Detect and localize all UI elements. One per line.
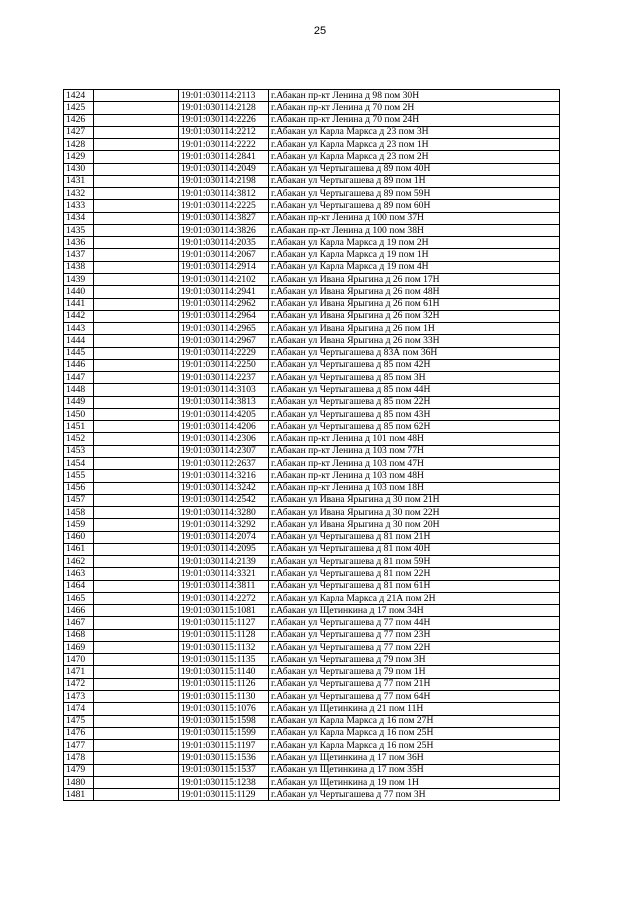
- table-row: [64, 408, 560, 420]
- row-number-cell: 1447: [64, 372, 94, 384]
- address-cell: г.Абакан ул Карла Маркса д 16 пом 25Н: [269, 740, 560, 752]
- empty-cell: [94, 286, 179, 298]
- cadastral-number-cell: 19:01:030115:1076: [179, 703, 269, 715]
- table-row: [64, 752, 560, 764]
- empty-cell: [94, 715, 179, 727]
- address-cell: г.Абакан ул Чертыгашева д 89 пом 1Н: [269, 175, 560, 187]
- row-number-cell: 1446: [64, 359, 94, 371]
- empty-cell: [94, 396, 179, 408]
- table-row: [64, 727, 560, 739]
- address-cell: г.Абакан пр-кт Ленина д 103 пом 47Н: [269, 457, 560, 469]
- cadastral-number-cell: 19:01:030114:2074: [179, 531, 269, 543]
- address-cell: г.Абакан пр-кт Ленина д 101 пом 48Н: [269, 433, 560, 445]
- table-row: [64, 703, 560, 715]
- table-row: [64, 678, 560, 690]
- row-number-cell: 1468: [64, 629, 94, 641]
- address-cell: г.Абакан ул Ивана Ярыгина д 30 пом 21Н: [269, 494, 560, 506]
- cadastral-number-cell: 19:01:030114:2198: [179, 175, 269, 187]
- address-cell: г.Абакан пр-кт Ленина д 70 пом 24Н: [269, 114, 560, 126]
- row-number-cell: 1448: [64, 384, 94, 396]
- address-cell: г.Абакан ул Чертыгашева д 85 пом 42Н: [269, 359, 560, 371]
- row-number-cell: 1454: [64, 457, 94, 469]
- address-cell: г.Абакан ул Карла Маркса д 23 пом 1Н: [269, 139, 560, 151]
- row-number-cell: 1478: [64, 752, 94, 764]
- address-cell: г.Абакан пр-кт Ленина д 100 пом 37Н: [269, 212, 560, 224]
- table-row: [64, 531, 560, 543]
- address-cell: г.Абакан ул Карла Маркса д 16 пом 27Н: [269, 715, 560, 727]
- cadastral-number-cell: 19:01:030114:2222: [179, 139, 269, 151]
- table-row: [64, 605, 560, 617]
- registry-table: [63, 89, 560, 801]
- address-cell: г.Абакан ул Карла Маркса д 23 пом 3Н: [269, 126, 560, 138]
- row-number-cell: 1449: [64, 396, 94, 408]
- row-number-cell: 1443: [64, 323, 94, 335]
- empty-cell: [94, 212, 179, 224]
- cadastral-number-cell: 19:01:030115:1128: [179, 629, 269, 641]
- empty-cell: [94, 629, 179, 641]
- empty-cell: [94, 261, 179, 273]
- table-row: [64, 286, 560, 298]
- row-number-cell: 1469: [64, 641, 94, 653]
- cadastral-number-cell: 19:01:030112:2637: [179, 457, 269, 469]
- row-number-cell: 1439: [64, 273, 94, 285]
- address-cell: г.Абакан ул Ивана Ярыгина д 26 пом 61Н: [269, 298, 560, 310]
- table-row: [64, 421, 560, 433]
- address-cell: г.Абакан ул Чертыгашева д 77 пом 22Н: [269, 641, 560, 653]
- address-cell: г.Абакан ул Ивана Ярыгина д 26 пом 48Н: [269, 286, 560, 298]
- address-cell: г.Абакан ул Ивана Ярыгина д 26 пом 17Н: [269, 273, 560, 285]
- table-row: [64, 445, 560, 457]
- row-number-cell: 1432: [64, 188, 94, 200]
- empty-cell: [94, 678, 179, 690]
- cadastral-number-cell: 19:01:030114:2212: [179, 126, 269, 138]
- empty-cell: [94, 703, 179, 715]
- row-number-cell: 1450: [64, 408, 94, 420]
- table-row: [64, 188, 560, 200]
- empty-cell: [94, 740, 179, 752]
- empty-cell: [94, 102, 179, 114]
- cadastral-number-cell: 19:01:030115:1536: [179, 752, 269, 764]
- address-cell: г.Абакан ул Щетинкина д 19 пом 1Н: [269, 776, 560, 788]
- empty-cell: [94, 727, 179, 739]
- empty-cell: [94, 175, 179, 187]
- empty-cell: [94, 298, 179, 310]
- table-row: [64, 519, 560, 531]
- table-row: [64, 543, 560, 555]
- table-row: [64, 507, 560, 519]
- empty-cell: [94, 163, 179, 175]
- address-cell: г.Абакан пр-кт Ленина д 103 пом 48Н: [269, 470, 560, 482]
- table-row: [64, 457, 560, 469]
- empty-cell: [94, 654, 179, 666]
- cadastral-number-cell: 19:01:030114:2067: [179, 249, 269, 261]
- address-cell: г.Абакан ул Ивана Ярыгина д 26 пом 32Н: [269, 310, 560, 322]
- row-number-cell: 1470: [64, 654, 94, 666]
- empty-cell: [94, 641, 179, 653]
- row-number-cell: 1453: [64, 445, 94, 457]
- row-number-cell: 1424: [64, 90, 94, 102]
- cadastral-number-cell: 19:01:030114:4206: [179, 421, 269, 433]
- row-number-cell: 1472: [64, 678, 94, 690]
- cadastral-number-cell: 19:01:030114:3103: [179, 384, 269, 396]
- table-row: [64, 580, 560, 592]
- row-number-cell: 1435: [64, 224, 94, 236]
- address-cell: г.Абакан ул Чертыгашева д 81 пом 40Н: [269, 543, 560, 555]
- empty-cell: [94, 494, 179, 506]
- address-cell: г.Абакан ул Ивана Ярыгина д 26 пом 1Н: [269, 323, 560, 335]
- cadastral-number-cell: 19:01:030114:2035: [179, 237, 269, 249]
- empty-cell: [94, 445, 179, 457]
- empty-cell: [94, 752, 179, 764]
- address-cell: г.Абакан ул Чертыгашева д 77 пом 23Н: [269, 629, 560, 641]
- empty-cell: [94, 507, 179, 519]
- address-cell: г.Абакан ул Ивана Ярыгина д 26 пом 33Н: [269, 335, 560, 347]
- empty-cell: [94, 273, 179, 285]
- row-number-cell: 1433: [64, 200, 94, 212]
- empty-cell: [94, 310, 179, 322]
- address-cell: г.Абакан ул Чертыгашева д 77 пом 64Н: [269, 691, 560, 703]
- address-cell: г.Абакан ул Карла Маркса д 21А пом 2Н: [269, 592, 560, 604]
- cadastral-number-cell: 19:01:030114:2250: [179, 359, 269, 371]
- address-cell: г.Абакан ул Чертыгашева д 85 пом 22Н: [269, 396, 560, 408]
- row-number-cell: 1451: [64, 421, 94, 433]
- address-cell: г.Абакан ул Чертыгашева д 89 пом 60Н: [269, 200, 560, 212]
- cadastral-number-cell: 19:01:030114:2914: [179, 261, 269, 273]
- address-cell: г.Абакан ул Ивана Ярыгина д 30 пом 20Н: [269, 519, 560, 531]
- cadastral-number-cell: 19:01:030114:3826: [179, 224, 269, 236]
- table-row: [64, 212, 560, 224]
- table-row: [64, 691, 560, 703]
- row-number-cell: 1428: [64, 139, 94, 151]
- cadastral-number-cell: 19:01:030114:2049: [179, 163, 269, 175]
- row-number-cell: 1456: [64, 482, 94, 494]
- cadastral-number-cell: 19:01:030114:2272: [179, 592, 269, 604]
- address-cell: г.Абакан ул Карла Маркса д 16 пом 25Н: [269, 727, 560, 739]
- row-number-cell: 1471: [64, 666, 94, 678]
- cadastral-number-cell: 19:01:030114:2102: [179, 273, 269, 285]
- cadastral-number-cell: 19:01:030114:2965: [179, 323, 269, 335]
- empty-cell: [94, 90, 179, 102]
- cadastral-number-cell: 19:01:030115:1197: [179, 740, 269, 752]
- empty-cell: [94, 776, 179, 788]
- empty-cell: [94, 421, 179, 433]
- address-cell: г.Абакан пр-кт Ленина д 70 пом 2Н: [269, 102, 560, 114]
- cadastral-number-cell: 19:01:030114:3321: [179, 568, 269, 580]
- cadastral-number-cell: 19:01:030115:1129: [179, 789, 269, 801]
- row-number-cell: 1460: [64, 531, 94, 543]
- address-cell: г.Абакан пр-кт Ленина д 103 пом 77Н: [269, 445, 560, 457]
- empty-cell: [94, 519, 179, 531]
- cadastral-number-cell: 19:01:030114:2229: [179, 347, 269, 359]
- address-cell: г.Абакан ул Чертыгашева д 81 пом 22Н: [269, 568, 560, 580]
- row-number-cell: 1430: [64, 163, 94, 175]
- empty-cell: [94, 580, 179, 592]
- cadastral-number-cell: 19:01:030114:2128: [179, 102, 269, 114]
- table-row: [64, 789, 560, 801]
- empty-cell: [94, 592, 179, 604]
- row-number-cell: 1461: [64, 543, 94, 555]
- cadastral-number-cell: 19:01:030114:3812: [179, 188, 269, 200]
- empty-cell: [94, 188, 179, 200]
- table-row: [64, 273, 560, 285]
- table-row: [64, 666, 560, 678]
- row-number-cell: 1480: [64, 776, 94, 788]
- row-number-cell: 1476: [64, 727, 94, 739]
- row-number-cell: 1457: [64, 494, 94, 506]
- cadastral-number-cell: 19:01:030114:2841: [179, 151, 269, 163]
- cadastral-number-cell: 19:01:030114:3811: [179, 580, 269, 592]
- cadastral-number-cell: 19:01:030115:1537: [179, 764, 269, 776]
- address-cell: г.Абакан ул Чертыгашева д 85 пом 62Н: [269, 421, 560, 433]
- cadastral-number-cell: 19:01:030115:1081: [179, 605, 269, 617]
- cadastral-number-cell: 19:01:030114:2225: [179, 200, 269, 212]
- table-row: [64, 641, 560, 653]
- cadastral-number-cell: 19:01:030114:2307: [179, 445, 269, 457]
- cadastral-number-cell: 19:01:030114:2964: [179, 310, 269, 322]
- table-row: [64, 776, 560, 788]
- registry-table-body: [64, 90, 560, 801]
- row-number-cell: 1442: [64, 310, 94, 322]
- cadastral-number-cell: 19:01:030115:1135: [179, 654, 269, 666]
- address-cell: г.Абакан ул Карла Маркса д 19 пом 4Н: [269, 261, 560, 273]
- table-row: [64, 568, 560, 580]
- address-cell: г.Абакан ул Чертыгашева д 83А пом 36Н: [269, 347, 560, 359]
- cadastral-number-cell: 19:01:030114:2306: [179, 433, 269, 445]
- row-number-cell: 1463: [64, 568, 94, 580]
- row-number-cell: 1475: [64, 715, 94, 727]
- row-number-cell: 1474: [64, 703, 94, 715]
- cadastral-number-cell: 19:01:030114:2113: [179, 90, 269, 102]
- empty-cell: [94, 139, 179, 151]
- empty-cell: [94, 568, 179, 580]
- empty-cell: [94, 126, 179, 138]
- row-number-cell: 1438: [64, 261, 94, 273]
- empty-cell: [94, 372, 179, 384]
- table-row: [64, 323, 560, 335]
- address-cell: г.Абакан ул Чертыгашева д 89 пом 40Н: [269, 163, 560, 175]
- empty-cell: [94, 470, 179, 482]
- table-row: [64, 654, 560, 666]
- address-cell: г.Абакан ул Чертыгашева д 77 пом 3Н: [269, 789, 560, 801]
- row-number-cell: 1445: [64, 347, 94, 359]
- address-cell: г.Абакан ул Чертыгашева д 77 пом 44Н: [269, 617, 560, 629]
- address-cell: г.Абакан ул Щетинкина д 21 пом 11Н: [269, 703, 560, 715]
- cadastral-number-cell: 19:01:030115:1599: [179, 727, 269, 739]
- table-row: [64, 740, 560, 752]
- row-number-cell: 1437: [64, 249, 94, 261]
- row-number-cell: 1464: [64, 580, 94, 592]
- table-row: [64, 764, 560, 776]
- table-row: [64, 249, 560, 261]
- cadastral-number-cell: 19:01:030114:2941: [179, 286, 269, 298]
- cadastral-number-cell: 19:01:030115:1238: [179, 776, 269, 788]
- table-row: [64, 629, 560, 641]
- address-cell: г.Абакан пр-кт Ленина д 100 пом 38Н: [269, 224, 560, 236]
- row-number-cell: 1429: [64, 151, 94, 163]
- table-row: [64, 310, 560, 322]
- row-number-cell: 1441: [64, 298, 94, 310]
- cadastral-number-cell: 19:01:030114:3813: [179, 396, 269, 408]
- table-row: [64, 151, 560, 163]
- empty-cell: [94, 433, 179, 445]
- table-row: [64, 556, 560, 568]
- table-row: [64, 237, 560, 249]
- row-number-cell: 1426: [64, 114, 94, 126]
- row-number-cell: 1452: [64, 433, 94, 445]
- row-number-cell: 1434: [64, 212, 94, 224]
- address-cell: г.Абакан ул Карла Маркса д 23 пом 2Н: [269, 151, 560, 163]
- row-number-cell: 1477: [64, 740, 94, 752]
- row-number-cell: 1436: [64, 237, 94, 249]
- empty-cell: [94, 323, 179, 335]
- table-row: [64, 372, 560, 384]
- table-row: [64, 139, 560, 151]
- cadastral-number-cell: 19:01:030114:4205: [179, 408, 269, 420]
- table-row: [64, 470, 560, 482]
- cadastral-number-cell: 19:01:030114:2095: [179, 543, 269, 555]
- row-number-cell: 1427: [64, 126, 94, 138]
- cadastral-number-cell: 19:01:030115:1127: [179, 617, 269, 629]
- empty-cell: [94, 764, 179, 776]
- empty-cell: [94, 482, 179, 494]
- table-row: [64, 592, 560, 604]
- address-cell: г.Абакан ул Щетинкина д 17 пом 34Н: [269, 605, 560, 617]
- empty-cell: [94, 543, 179, 555]
- row-number-cell: 1466: [64, 605, 94, 617]
- cadastral-number-cell: 19:01:030114:3216: [179, 470, 269, 482]
- row-number-cell: 1440: [64, 286, 94, 298]
- page-number: 25: [313, 25, 327, 37]
- empty-cell: [94, 691, 179, 703]
- cadastral-number-cell: 19:01:030115:1126: [179, 678, 269, 690]
- row-number-cell: 1479: [64, 764, 94, 776]
- address-cell: г.Абакан пр-кт Ленина д 98 пом 30Н: [269, 90, 560, 102]
- cadastral-number-cell: 19:01:030114:3280: [179, 507, 269, 519]
- empty-cell: [94, 457, 179, 469]
- table-row: [64, 494, 560, 506]
- address-cell: г.Абакан ул Карла Маркса д 19 пом 1Н: [269, 249, 560, 261]
- row-number-cell: 1458: [64, 507, 94, 519]
- empty-cell: [94, 408, 179, 420]
- address-cell: г.Абакан ул Чертыгашева д 81 пом 59Н: [269, 556, 560, 568]
- empty-cell: [94, 359, 179, 371]
- row-number-cell: 1444: [64, 335, 94, 347]
- address-cell: г.Абакан пр-кт Ленина д 103 пом 18Н: [269, 482, 560, 494]
- address-cell: г.Абакан ул Чертыгашева д 81 пом 21Н: [269, 531, 560, 543]
- empty-cell: [94, 605, 179, 617]
- address-cell: г.Абакан ул Ивана Ярыгина д 30 пом 22Н: [269, 507, 560, 519]
- table-row: [64, 433, 560, 445]
- empty-cell: [94, 384, 179, 396]
- empty-cell: [94, 617, 179, 629]
- empty-cell: [94, 200, 179, 212]
- table-row: [64, 359, 560, 371]
- table-row: [64, 114, 560, 126]
- cadastral-number-cell: 19:01:030114:2226: [179, 114, 269, 126]
- cadastral-number-cell: 19:01:030114:3292: [179, 519, 269, 531]
- cadastral-number-cell: 19:01:030115:1140: [179, 666, 269, 678]
- row-number-cell: 1425: [64, 102, 94, 114]
- cadastral-number-cell: 19:01:030115:1598: [179, 715, 269, 727]
- cadastral-number-cell: 19:01:030114:2967: [179, 335, 269, 347]
- empty-cell: [94, 224, 179, 236]
- cadastral-number-cell: 19:01:030114:3242: [179, 482, 269, 494]
- row-number-cell: 1459: [64, 519, 94, 531]
- address-cell: г.Абакан ул Чертыгашева д 89 пом 59Н: [269, 188, 560, 200]
- row-number-cell: 1481: [64, 789, 94, 801]
- empty-cell: [94, 347, 179, 359]
- empty-cell: [94, 237, 179, 249]
- table-row: [64, 261, 560, 273]
- table-row: [64, 617, 560, 629]
- empty-cell: [94, 789, 179, 801]
- empty-cell: [94, 666, 179, 678]
- table-row: [64, 298, 560, 310]
- cadastral-number-cell: 19:01:030115:1130: [179, 691, 269, 703]
- table-row: [64, 175, 560, 187]
- row-number-cell: 1431: [64, 175, 94, 187]
- cadastral-number-cell: 19:01:030114:2542: [179, 494, 269, 506]
- row-number-cell: 1455: [64, 470, 94, 482]
- empty-cell: [94, 151, 179, 163]
- table-row: [64, 102, 560, 114]
- address-cell: г.Абакан ул Чертыгашева д 85 пом 3Н: [269, 372, 560, 384]
- address-cell: г.Абакан ул Щетинкина д 17 пом 36Н: [269, 752, 560, 764]
- table-row: [64, 347, 560, 359]
- table-row: [64, 163, 560, 175]
- cadastral-number-cell: 19:01:030114:2237: [179, 372, 269, 384]
- table-row: [64, 126, 560, 138]
- table-row: [64, 482, 560, 494]
- row-number-cell: 1467: [64, 617, 94, 629]
- empty-cell: [94, 531, 179, 543]
- address-cell: г.Абакан ул Чертыгашева д 85 пом 44Н: [269, 384, 560, 396]
- table-row: [64, 200, 560, 212]
- address-cell: г.Абакан ул Чертыгашева д 77 пом 21Н: [269, 678, 560, 690]
- empty-cell: [94, 556, 179, 568]
- address-cell: г.Абакан ул Чертыгашева д 79 пом 1Н: [269, 666, 560, 678]
- table-row: [64, 715, 560, 727]
- address-cell: г.Абакан ул Карла Маркса д 19 пом 2Н: [269, 237, 560, 249]
- empty-cell: [94, 335, 179, 347]
- cadastral-number-cell: 19:01:030115:1132: [179, 641, 269, 653]
- empty-cell: [94, 114, 179, 126]
- row-number-cell: 1473: [64, 691, 94, 703]
- table-row: [64, 396, 560, 408]
- empty-cell: [94, 249, 179, 261]
- cadastral-number-cell: 19:01:030114:3827: [179, 212, 269, 224]
- cadastral-number-cell: 19:01:030114:2962: [179, 298, 269, 310]
- row-number-cell: 1462: [64, 556, 94, 568]
- address-cell: г.Абакан ул Чертыгашева д 79 пом 3Н: [269, 654, 560, 666]
- table-row: [64, 384, 560, 396]
- table-row: [64, 224, 560, 236]
- address-cell: г.Абакан ул Чертыгашева д 81 пом 61Н: [269, 580, 560, 592]
- table-row: [64, 90, 560, 102]
- row-number-cell: 1465: [64, 592, 94, 604]
- address-cell: г.Абакан ул Щетинкина д 17 пом 35Н: [269, 764, 560, 776]
- table-row: [64, 335, 560, 347]
- cadastral-number-cell: 19:01:030114:2139: [179, 556, 269, 568]
- address-cell: г.Абакан ул Чертыгашева д 85 пом 43Н: [269, 408, 560, 420]
